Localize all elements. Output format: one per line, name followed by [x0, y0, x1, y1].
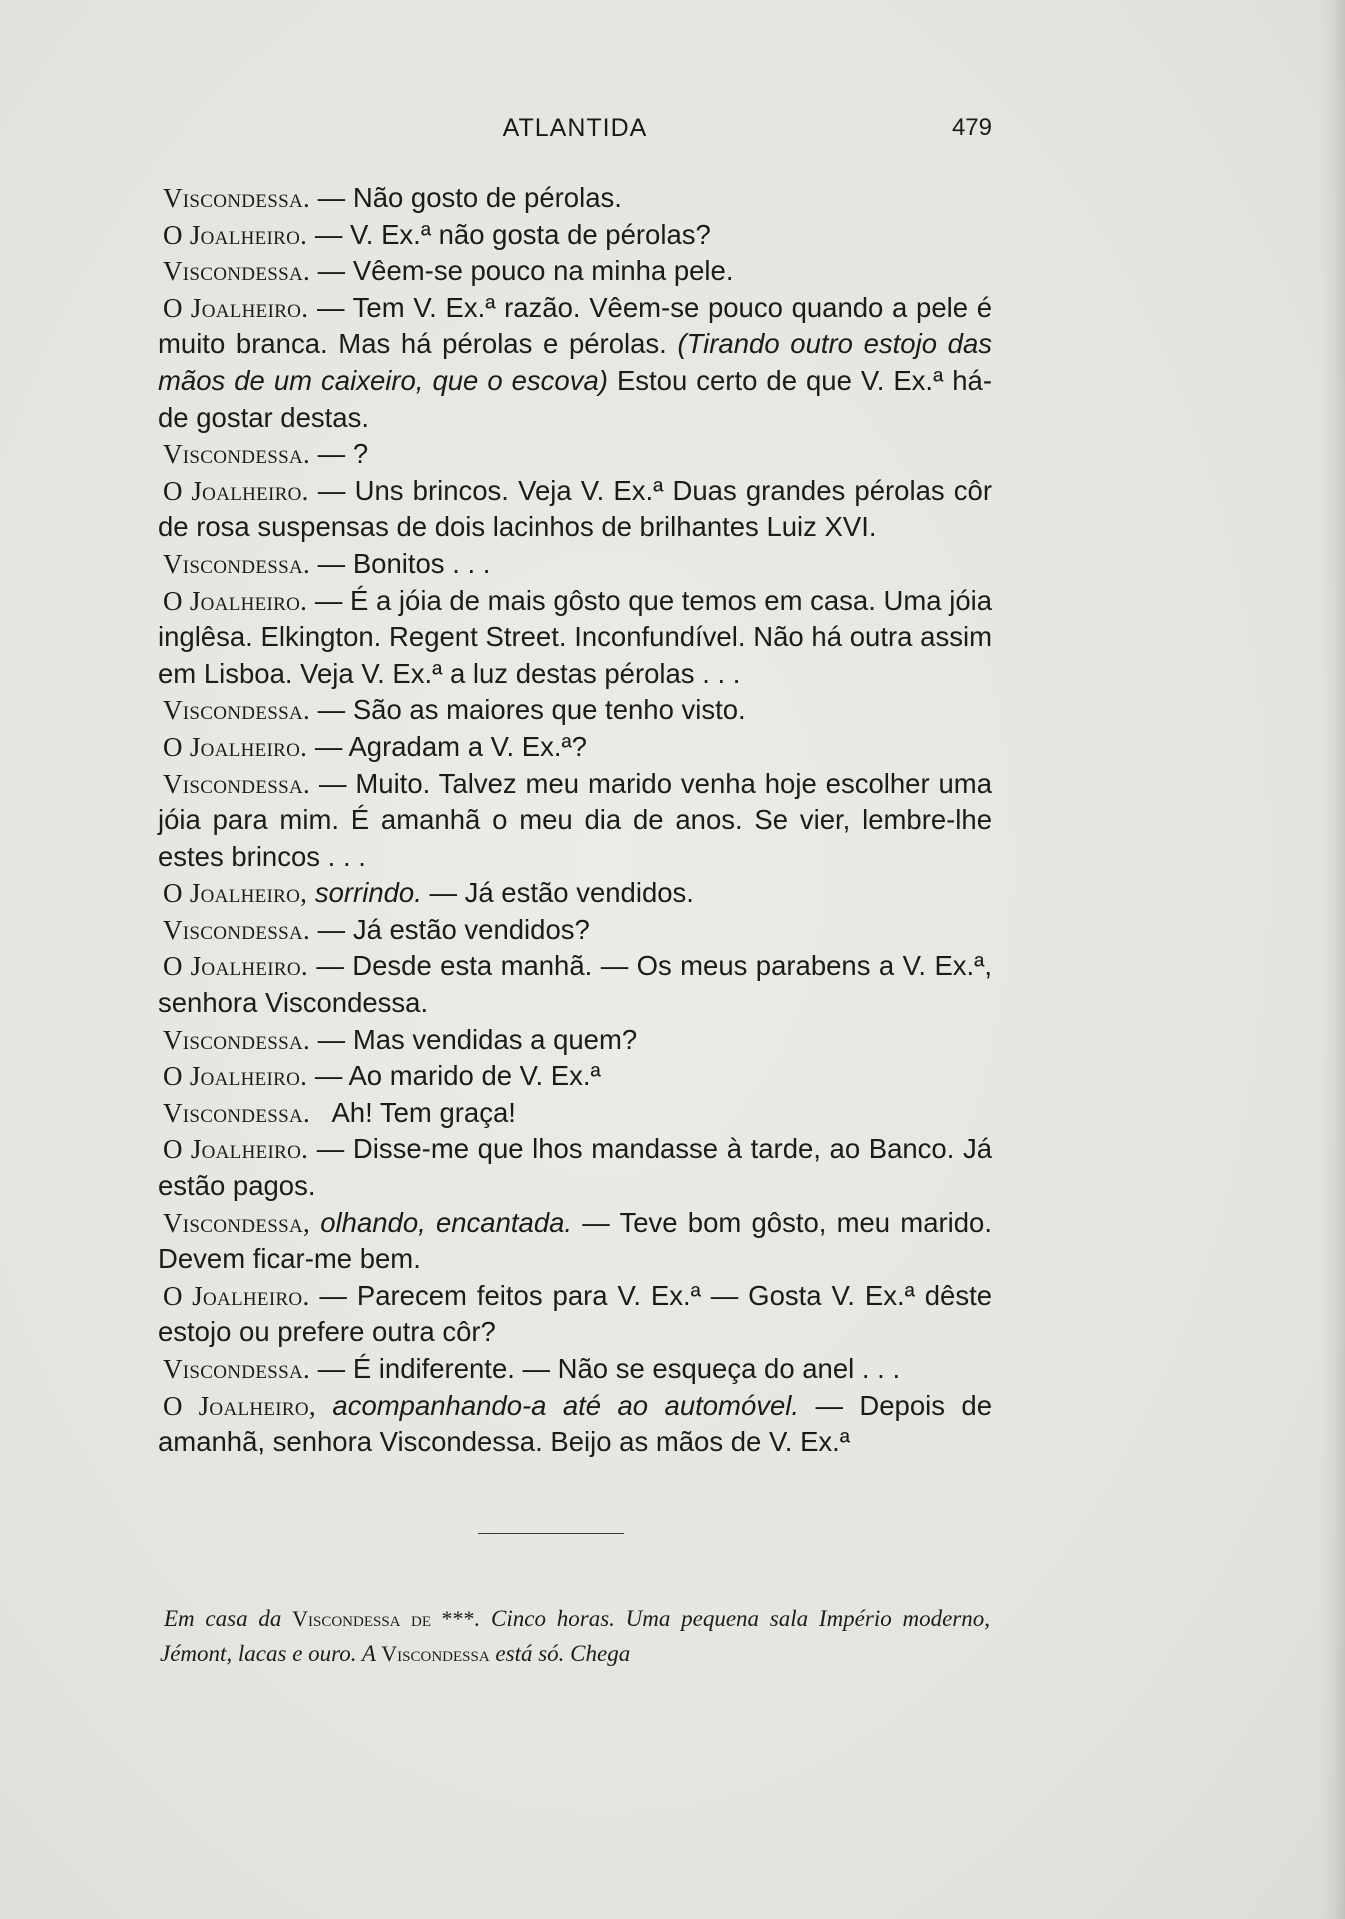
dialogue-dash: — [307, 218, 350, 250]
speaker-name: Viscondessa. [163, 256, 311, 287]
speech-text: São as maiores que tenho visto. [352, 694, 746, 726]
dialogue-line [158, 1095, 992, 1132]
dialogue-dash: — [310, 182, 353, 213]
speech-text: Vêem-se pouco na minha pele. [352, 255, 734, 287]
dialogue-dash: — [310, 694, 353, 726]
dialogue-dash [310, 1097, 331, 1128]
dialogue-line [158, 1388, 992, 1461]
speaker-name: O Joalheiro, [163, 878, 308, 909]
speaker-name: Viscondessa. [163, 1024, 311, 1055]
speaker-name: Viscondessa. [163, 695, 311, 726]
dialogue-dash: — [308, 474, 355, 506]
stage-text: . Cinco horas. Uma pequena sala Império moderno, Jémont, lacas e ouro. A [160, 1606, 991, 1666]
speaker-name: Viscondessa. [163, 548, 311, 579]
dialogue-dash: — [310, 1353, 353, 1384]
dialogue-line [158, 546, 992, 583]
speaker-name: O Joalheiro. [163, 1134, 309, 1165]
speaker-name: O Joalheiro. [163, 219, 308, 250]
dialogue-dash: — [309, 1279, 357, 1311]
speaker-name: O Joalheiro. [163, 475, 309, 506]
dialogue-line [158, 692, 992, 729]
speech-text: É a jóia de mais gôsto que temos em casa. Uma jóia inglêsa. Elkington. Regent Street. Inconfundível. Não há outra assim em Lisboa. Veja V. Ex.ª a luz destas pérolas . . . [158, 584, 993, 689]
speech-text: Não gosto de pérolas. [352, 182, 622, 213]
dialogue-line [158, 290, 992, 436]
dialogue-dash: — [310, 438, 353, 470]
speech-text-continued: Estou certo de que V. Ex.ª há-de gostar destas. [158, 364, 993, 433]
dialogue-line [158, 1131, 992, 1204]
dialogue-line [158, 436, 992, 473]
speaker-name: O Joalheiro. [163, 1280, 310, 1311]
dialogue-dash: — [310, 767, 356, 799]
dialogue-dash: — [307, 584, 351, 616]
speech-text: Tem V. Ex.ª razão. Vêem-se pouco quando a pele é muito branca. Mas há pérolas e pérolas. [158, 291, 993, 360]
dialogue-line [158, 583, 992, 693]
page-header [158, 114, 992, 154]
speaker-name: Viscondessa. [163, 1354, 311, 1384]
dialogue-line [158, 912, 992, 949]
dialogue-line [158, 1351, 992, 1388]
dialogue-dash: — [307, 730, 349, 762]
stage-note: (Tirando outro estojo das mãos de um caixeiro, que o escova) [158, 328, 992, 396]
speaker-name: O Joalheiro. [163, 731, 308, 762]
dialogue-dash: — [799, 1389, 860, 1421]
running-title: ATLANTIDA [502, 114, 648, 142]
dialogue-line [158, 948, 992, 1021]
dialogue-dash: — [308, 1133, 353, 1165]
speaker-name: O Joalheiro. [163, 292, 309, 323]
speech-text: ? [352, 438, 369, 470]
stage-text: está só. Chega [489, 1641, 631, 1666]
speech-text: V. Ex.ª não gosta de pérolas? [349, 218, 711, 250]
speaker-name: Viscondessa. [163, 768, 311, 799]
dialogue-line [158, 1022, 992, 1059]
dialogue-line [158, 766, 992, 876]
speaker-name: O Joalheiro. [163, 951, 308, 982]
dialogue-dash: — [310, 913, 353, 945]
dialogue-line [158, 1205, 992, 1278]
speaker-name: Viscondessa. [163, 914, 311, 945]
section-divider [478, 1533, 624, 1534]
dialogue-line [158, 1278, 992, 1351]
speaker-name: Viscondessa. [163, 439, 311, 470]
dialogue-line [158, 253, 992, 290]
dialogue-dash: — [307, 1060, 349, 1092]
speech-text: Teve bom gôsto, meu marido. Devem ficar-me bem. [158, 1206, 992, 1275]
speech-text: Ao marido de V. Ex.ª [348, 1060, 601, 1092]
speaker-name: O Joalheiro. [163, 585, 308, 616]
speaker-name: O Joalheiro, [163, 1390, 316, 1421]
dialogue-line [158, 1058, 992, 1095]
stage-character: Viscondessa [381, 1641, 490, 1666]
speech-text: Mas vendidas a quem? [352, 1023, 638, 1055]
dialogue-dash: — [308, 291, 353, 323]
stage-character: Viscondessa de *** [292, 1606, 475, 1631]
dialogue-dash: — [572, 1206, 620, 1238]
stage-direction [160, 1601, 990, 1671]
speech-text: Uns brincos. Veja V. Ex.ª Duas grandes pérolas côr de rosa suspensas de dois lacinhos de brilhantes Luiz XVI. [158, 474, 992, 543]
speech-text: Já estão vendidos. [464, 877, 694, 909]
speaker-name: Viscondessa. [163, 183, 311, 213]
dialogue-line [158, 729, 992, 766]
speech-text: Já estão vendidos? [352, 913, 590, 945]
dialogue-dash: — [310, 547, 353, 579]
page-number: 479 [951, 114, 992, 141]
speaker-name: Viscondessa, [163, 1207, 311, 1238]
dialogue-line [158, 180, 992, 217]
speech-text: Parecem feitos para V. Ex.ª — Gosta V. Ex.ª dêste estojo ou prefere outra côr? [158, 1279, 992, 1348]
speaker-name: Viscondessa. [163, 1097, 311, 1128]
stage-note: sorrindo. [307, 877, 422, 909]
dialogue-dash: — [310, 255, 353, 287]
speech-text: Desde esta manhã. — Os meus parabens a V. Ex.ª, senhora Viscondessa. [158, 950, 992, 1019]
speech-text: Ah! Tem graça! [331, 1096, 516, 1128]
speech-text: É indiferente. — Não se esqueça do anel . . . [352, 1353, 901, 1384]
page-edge-shadow [1319, 0, 1345, 1919]
dialogue-line [158, 217, 992, 254]
speech-text: Disse-me que lhos mandasse à tarde, ao Banco. Já estão pagos. [158, 1133, 993, 1202]
speech-text: Depois de amanhã, senhora Viscondessa. Beijo as mãos de V. Ex.ª [158, 1389, 992, 1458]
dialogue-dash: — [421, 877, 465, 909]
dialogue-dash: — [307, 950, 353, 982]
dialogue-dash: — [310, 1023, 353, 1055]
dialogue-line [158, 875, 992, 912]
speech-text: Muito. Talvez meu marido venha hoje escolher uma jóia para mim. É amanhã o meu dia de anos. Se vier, lembre-lhe estes brincos . . . [158, 767, 993, 872]
dialogue-text [158, 180, 992, 1461]
stage-text: Em casa da [164, 1606, 293, 1631]
speaker-name: O Joalheiro. [163, 1061, 308, 1092]
stage-note: olhando, encantada. [310, 1206, 573, 1238]
speech-text: Agradam a V. Ex.ª? [348, 730, 587, 762]
stage-note: acompanhando-a até ao automóvel. [315, 1389, 800, 1421]
speech-text: Bonitos . . . [352, 547, 491, 579]
dialogue-line [158, 473, 992, 546]
